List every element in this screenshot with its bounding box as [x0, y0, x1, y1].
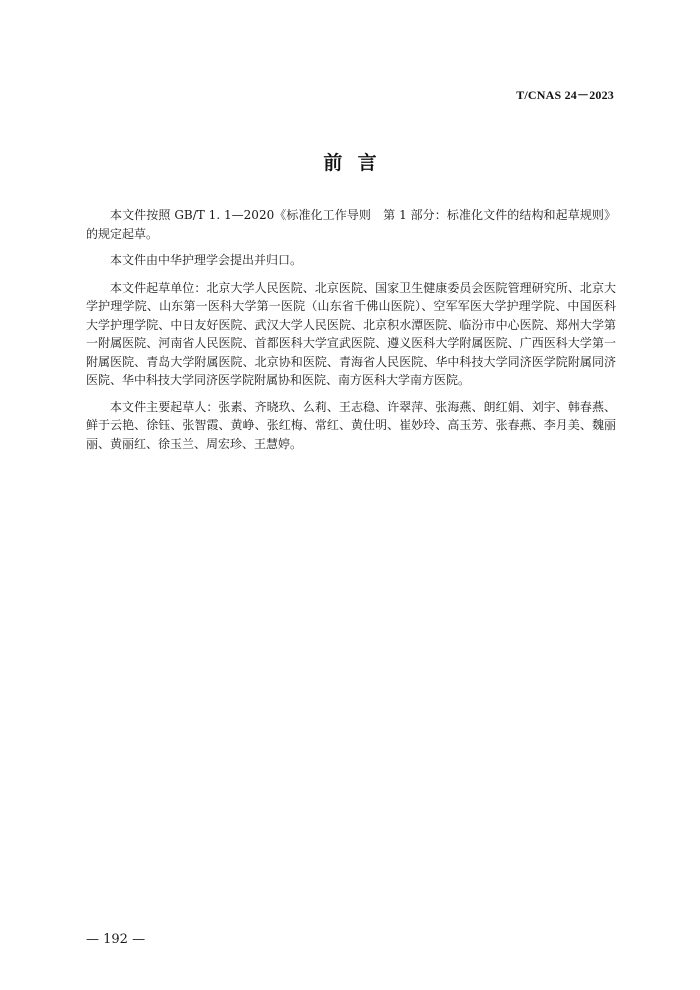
paragraph-proposer: 本文件由中华护理学会提出并归口。: [110, 253, 303, 267]
paragraph-main-drafters: 本文件主要起草人：张素、齐晓玖、么莉、王志稳、许翠萍、张海燕、朗红娟、刘宇、韩春燕、鲜于云艳、徐钰、张智霞、黄峥、张红梅、常红、黄仕明、崔妙玲、高玉芳、张春燕、李月美、魏丽丽、黄丽红、徐玉兰、周宏珍、王慧婷。: [86, 399, 616, 451]
paragraph-drafting-rules: 本文件按照 GB/T 1. 1—2020《标准化工作导则 第 1 部分：标准化文件的结构和起草规则》的规定起草。: [86, 208, 616, 241]
page-title: 前言: [323, 152, 392, 174]
page-number: — 192 —: [86, 932, 146, 947]
paragraph-drafting-units: 本文件起草单位：北京大学人民医院、北京医院、国家卫生健康委员会医院管理研究所、北京大学护理学院、山东第一医科大学第一医院（山东省千佛山医院）、空军军医大学护理学院、中国医科大学护理学院、中日友好医院、武汉大学人民医院、北京积水潭医院、临汾市中心医院、郑州大学第一附属医院、河南省人民医院、首都医科大学宣武医院、遵义医科大学附属医院、广西医科大学第一附属医院、青岛大学附属医院、北京协和医院、青海省人民医院、华中科技大学同济医学院附属同济医院、华中科技大学同济医学院附属协和医院、南方医科大学南方医院。: [86, 280, 616, 387]
document-code: T/CNAS 24－2023: [516, 88, 614, 102]
foreword-body: [86, 206, 616, 461]
